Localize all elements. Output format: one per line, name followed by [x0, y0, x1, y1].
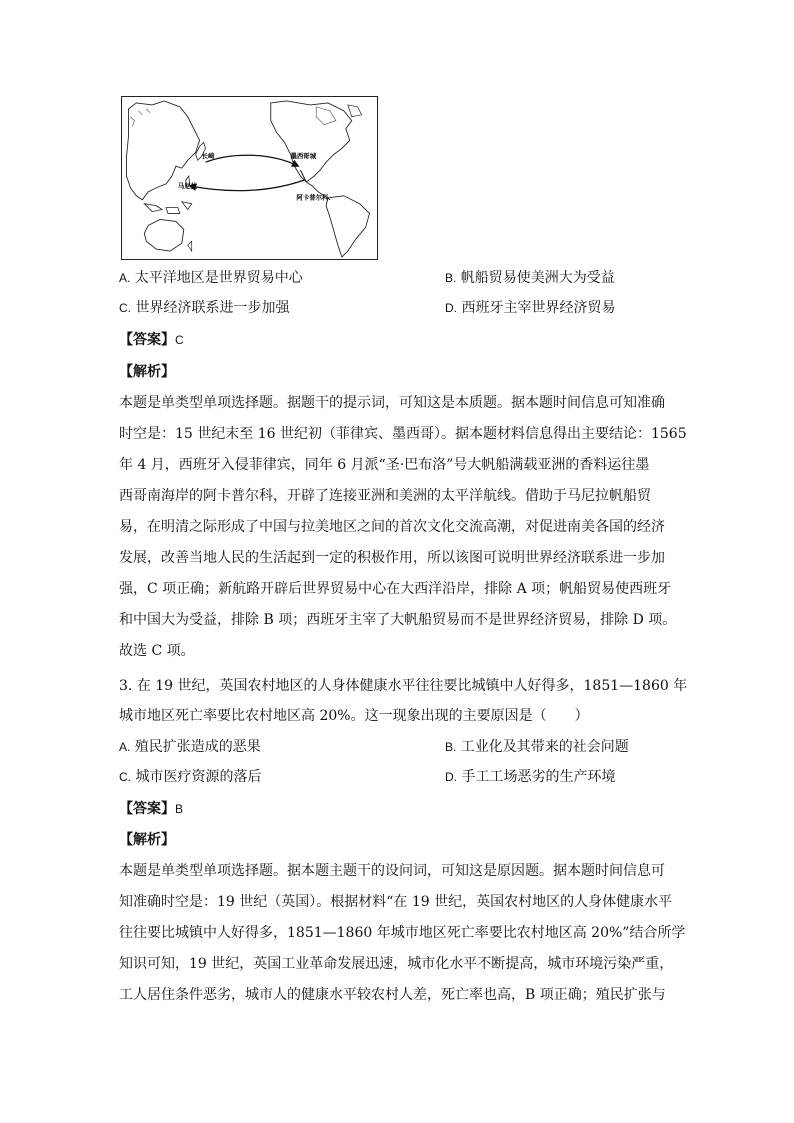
trade-route-map — [121, 96, 378, 260]
map-label-manila: 马尼拉 — [177, 181, 198, 190]
q3-answer: 【答案】B — [119, 801, 184, 817]
q3-option-a: A. 殖民扩张造成的恶果 — [119, 739, 261, 755]
q2-option-d: D. 西班牙主宰世界经济贸易 — [445, 300, 616, 316]
q3-analysis-line: 知识可知，19 世纪，英国工业革命发展迅速，城市化水平不断提高，城市环境污染严重， — [119, 956, 674, 972]
q3-option-c: C. 城市医疗资源的落后 — [119, 769, 262, 785]
q3-analysis-line: 往往要比城镇中人好得多，1851—1860 年城市地区死亡率要比农村地区高 20%”结合所学 — [119, 925, 686, 941]
q2-option-c: C. 世界经济联系进一步加强 — [119, 300, 290, 316]
q2-analysis-line: 和中国大为受益，排除 B 项；西班牙主宰了大帆船贸易而不是世界经济贸易，排除 D 项。 — [119, 612, 677, 628]
q2-option-b: B. 帆船贸易使美洲大为受益 — [445, 270, 615, 286]
map-label-nagasaki: 长崎 — [201, 152, 215, 161]
q2-analysis-line: 故选 C 项。 — [119, 643, 195, 659]
q2-analysis-line: 本题是单类型单项选择题。据题干的提示词，可知这是本质题。据本题时间信息可知准确 — [119, 395, 665, 411]
q2-analysis-line: 发展，改善当地人民的生活起到一定的积极作用，所以该图可说明世界经济联系进一步加 — [119, 550, 665, 566]
q2-analysis-heading: 【解析】 — [119, 364, 175, 380]
q2-analysis-line: 年 4 月，西班牙入侵菲律宾，同年 6 月派“圣·巴布洛”号大帆船满载亚洲的香料运往墨 — [119, 457, 650, 473]
map-label-acapulco: 阿卡普尔科 — [296, 193, 329, 202]
q3-analysis-line: 工人居住条件恶劣，城市人的健康水平较农村人差，死亡率也高，B 项正确；殖民扩张与 — [119, 987, 666, 1003]
q3-analysis-line: 知准确时空是：19 世纪（英国）。根据材料“在 19 世纪，英国农村地区的人身体健康水平 — [119, 894, 673, 910]
q2-analysis-line: 强，C 项正确；新航路开辟后世界贸易中心在大西洋沿岸，排除 A 项；帆船贸易使西班牙 — [119, 581, 672, 597]
pacific-map-figure — [122, 97, 377, 259]
q3-stem-line: 城市地区死亡率要比农村地区高 20%。这一现象出现的主要原因是（ ） — [119, 708, 589, 724]
q3-option-b: B. 工业化及其带来的社会问题 — [445, 739, 629, 755]
q3-stem-line: 3. 在 19 世纪，英国农村地区的人身体健康水平往往要比城镇中人好得多，1851—1860 年 — [119, 678, 688, 694]
q3-analysis-heading: 【解析】 — [119, 832, 175, 848]
map-label-mexico-city: 墨西哥城 — [290, 152, 317, 161]
q2-analysis-line: 时空是：15 世纪末至 16 世纪初（菲律宾、墨西哥）。据本题材料信息得出主要结论：1565 — [119, 426, 687, 442]
q3-analysis-line: 本题是单类型单项选择题。据本题主题干的设问词，可知这是原因题。据本题时间信息可 — [119, 863, 665, 879]
q2-option-a: A. 太平洋地区是世界贸易中心 — [119, 270, 303, 286]
q2-analysis-line: 西哥南海岸的阿卡普尔科，开辟了连接亚洲和美洲的太平洋航线。借助于马尼拉帆船贸 — [119, 488, 651, 504]
q3-option-d: D. 手工工场恶劣的生产环境 — [445, 769, 616, 785]
q2-answer: 【答案】C — [119, 332, 184, 348]
q2-analysis-line: 易，在明清之际形成了中国与拉美地区之间的首次文化交流高潮，对促进南美各国的经济 — [119, 519, 665, 535]
